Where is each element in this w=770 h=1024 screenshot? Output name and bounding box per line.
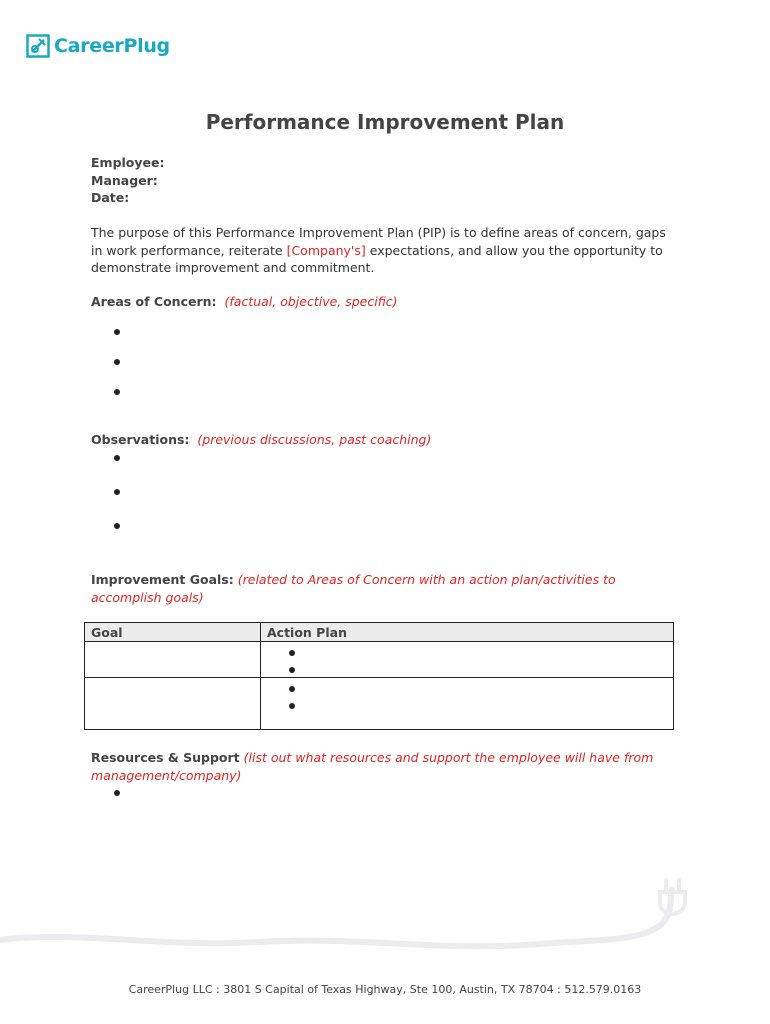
improvement-goals-hint: (related to Areas of Concern with an action plan/activities to accomplish goals)	[91, 572, 616, 605]
improvement-goals-heading	[91, 571, 681, 606]
concern-bullet	[114, 389, 120, 395]
areas-of-concern-hint: (factual, objective, specific)	[224, 294, 398, 309]
table-row	[85, 678, 674, 730]
areas-of-concern-heading	[91, 293, 681, 311]
action-plan-column-header: Action Plan	[261, 623, 674, 642]
action-plan-cell[interactable]	[261, 642, 674, 678]
intro-paragraph	[91, 224, 681, 277]
observations-heading	[91, 431, 681, 449]
company-placeholder: [Company's]	[286, 242, 366, 258]
observation-bullet	[114, 489, 120, 495]
goal-cell[interactable]	[85, 642, 261, 678]
concern-bullet	[114, 359, 120, 365]
resources-hint: (list out what resources and support the employee will have from management/company)	[91, 750, 654, 783]
action-bullet	[289, 686, 295, 692]
date-label: Date:	[91, 190, 130, 205]
observations-label: Observations:	[91, 432, 190, 447]
table-header-row	[85, 623, 674, 642]
action-bullet	[289, 667, 295, 673]
goal-column-header: Goal	[85, 623, 261, 642]
intro-text-1: The purpose of this Performance Improvement Plan (PIP) is to define areas of concern, gaps in work performance, reiterate	[91, 225, 666, 258]
careerplug-logo-icon	[26, 34, 50, 58]
brand-name: CareerPlug	[54, 35, 170, 57]
resources-label: Resources & Support	[91, 750, 240, 765]
decorative-wave	[0, 870, 770, 970]
employee-label: Employee:	[91, 155, 165, 170]
table-row	[85, 642, 674, 678]
resources-bullet	[114, 790, 120, 796]
action-bullet	[289, 703, 295, 709]
observations-hint: (previous discussions, past coaching)	[197, 432, 432, 447]
careerplug-logo	[26, 34, 170, 58]
observation-bullet	[114, 523, 120, 529]
manager-label: Manager:	[91, 172, 158, 188]
header-fields	[91, 154, 681, 207]
action-bullet	[289, 650, 295, 656]
areas-of-concern-label: Areas of Concern:	[91, 294, 217, 309]
footer-address: CareerPlug LLC : 3801 S Capital of Texas Highway, Ste 100, Austin, TX 78704 : 512.579.0163	[128, 983, 642, 996]
action-plan-cell[interactable]	[261, 678, 674, 730]
improvement-goals-label: Improvement Goals:	[91, 572, 234, 587]
concern-bullet	[114, 329, 120, 335]
resources-heading	[91, 749, 681, 784]
goals-table	[84, 622, 674, 730]
goal-cell[interactable]	[85, 678, 261, 730]
observation-bullet	[114, 455, 120, 461]
document-title: Performance Improvement Plan	[205, 110, 565, 134]
intro-text-2: expectations, and allow you the opportunity to demonstrate improvement and commitment.	[91, 242, 663, 275]
